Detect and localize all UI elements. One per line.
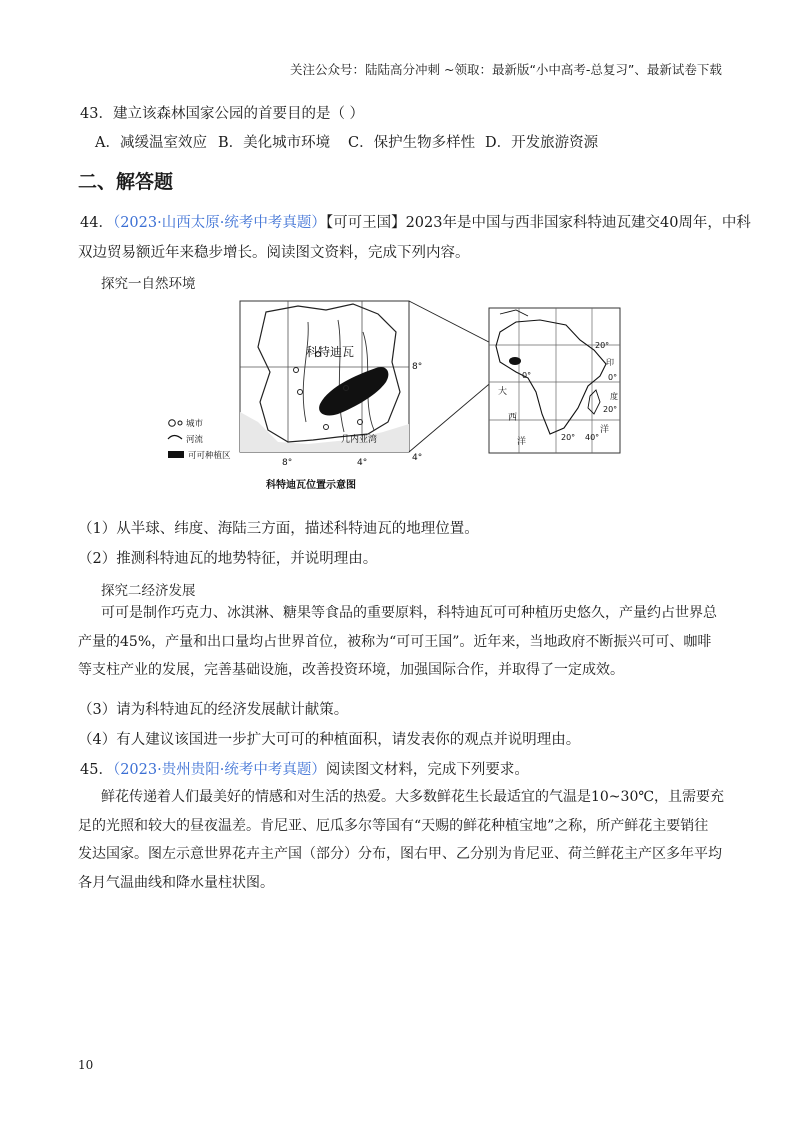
inset-yang-right-label: 洋 <box>600 425 610 435</box>
inset-da-label: 大 <box>498 387 508 397</box>
legend-cocoa-symbol <box>168 451 184 458</box>
inset-lon-20: 20° <box>561 433 576 442</box>
question-43-stem: 43．建立该森林国家公园的首要目的是（ ） <box>80 106 365 122</box>
option-d[interactable]: D．开发旅游资源 <box>485 135 599 151</box>
lat-4-label: 4° <box>412 453 423 463</box>
option-b[interactable]: B．美化城市环境 <box>218 135 331 151</box>
question-44-line1 <box>80 211 751 232</box>
lat-8-label: 8° <box>412 362 423 372</box>
question-45-source[interactable]: （2023·贵州贵阳·统考中考真题） <box>112 762 326 778</box>
sub-question-2: （2）推测科特迪瓦的地势特征，并说明理由。 <box>78 551 378 567</box>
q45-para-line-2: 足的光照和较大的昼夜温差。肯尼亚、厄瓜多尔等国有“天赐的鲜花种植宝地”之称，所产鲜花主要销往 <box>78 817 709 834</box>
q44-paragraph <box>78 599 728 685</box>
question-45-line1 <box>80 758 529 779</box>
inset-xi-label: 西 <box>508 413 518 423</box>
q45-para-line-4: 各月气温曲线和降水量柱状图。 <box>78 874 274 891</box>
q45-para-line-1: 鲜花传递着人们最美好的情感和对生活的热爱。大多数鲜花生长最适宜的气温是10~30℃，且需要充 <box>101 789 725 805</box>
question-44-intro-line2: 双边贸易额近年来稳步增长。阅读图文资料，完成下列内容。 <box>78 245 470 261</box>
q44-para-line-2: 产量的45%，产量和出口量均占世界首位，被称为“可可王国”。近年来，当地政府不断振兴可可、咖啡 <box>78 633 712 650</box>
map-caption: 科特迪瓦位置示意图 <box>266 480 356 491</box>
q44-para-line-1: 可可是制作巧克力、冰淇淋、糖果等食品的重要原料，科特迪瓦可可种植历史悠久，产量约占世界总 <box>101 605 717 621</box>
legend-river-label: 河流 <box>186 435 204 445</box>
gulf-label: 几内亚湾 <box>341 435 378 445</box>
header-note: 关注公众号：陆陆高分冲刺 ~领取：最新版“小中高考-总复习”、最新试卷下载 <box>290 62 722 77</box>
inset-lat-20s: 20° <box>603 405 618 414</box>
option-a[interactable]: A．减缓温室效应 <box>95 135 207 151</box>
option-c[interactable]: C．保护生物多样性 <box>348 135 476 151</box>
sub-question-4: （4）有人建议该国进一步扩大可可的种植面积，请发表你的观点并说明理由。 <box>78 732 581 748</box>
inset-du-label: 度 <box>610 392 618 401</box>
legend-city-label: 城市 <box>186 419 204 429</box>
lon-4-label: 4° <box>357 458 368 468</box>
q45-para-line-3: 发达国家。图左示意世界花卉主产国（部分）分布，图右甲、乙分别为肯尼亚、荷兰鲜花主产区多年平均 <box>78 846 722 862</box>
inset-lat-0: 0° <box>608 373 618 382</box>
inset-lon-40: 40° <box>585 433 600 442</box>
ivory-coast-marker <box>509 357 521 365</box>
explore-2-label: 探究二经济发展 <box>101 583 196 599</box>
question-43-options <box>95 131 598 152</box>
ivory-coast-location-map <box>148 292 628 498</box>
inset-yang-left-label: 洋 <box>517 437 527 447</box>
question-44-source[interactable]: （2023·山西太原·统考中考真题） <box>112 215 326 231</box>
explore-1-label: 探究一自然环境 <box>101 276 196 292</box>
question-45-intro: 阅读图文材料，完成下列要求。 <box>325 762 529 778</box>
page-number: 10 <box>78 1058 94 1072</box>
question-45-number: 45． <box>80 762 113 778</box>
legend-cocoa-label: 可可种植区 <box>188 451 231 461</box>
section-title: 二、解答题 <box>78 171 174 193</box>
sub-question-3: （3）请为科特迪瓦的经济发展献计献策。 <box>78 702 349 718</box>
inset-lon-0: 0° <box>522 371 532 380</box>
q45-paragraph <box>78 783 728 897</box>
question-44-intro-line1: 【可可王国】2023年是中国与西非国家科特迪瓦建交40周年，中科 <box>325 215 751 231</box>
question-44-number: 44． <box>80 215 113 231</box>
lon-8-label: 8° <box>282 458 293 468</box>
country-label: 科特迪瓦 <box>306 345 355 359</box>
inset-yin-label: 印 <box>606 358 614 367</box>
inset-lat-20n: 20° <box>595 341 610 350</box>
sub-question-1: （1）从半球、纬度、海陆三方面，描述科特迪瓦的地理位置。 <box>78 521 479 537</box>
legend-river-symbol <box>168 436 182 440</box>
legend-city-symbol <box>169 420 176 427</box>
q44-para-line-3: 等支柱产业的发展，完善基础设施，改善投资环境，加强国际合作，并取得了一定成效。 <box>78 662 624 678</box>
